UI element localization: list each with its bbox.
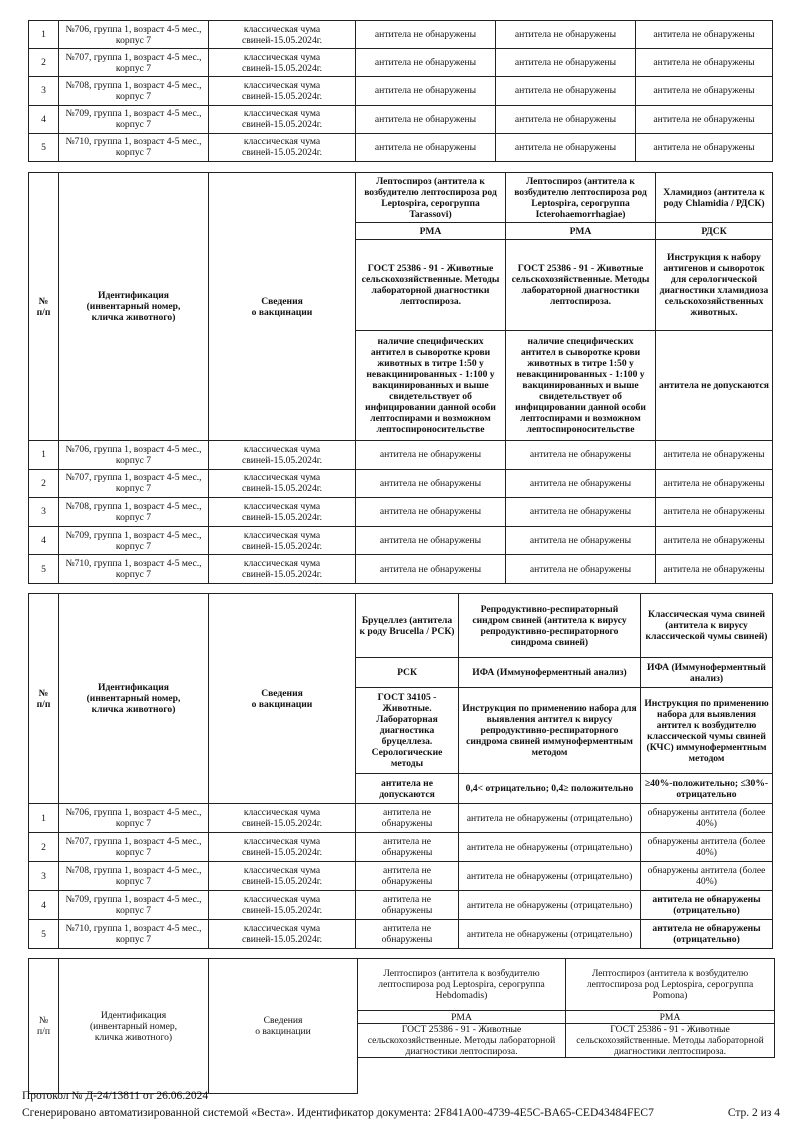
test-result: антитела не обнаружены xyxy=(496,21,636,49)
header-row xyxy=(29,594,773,658)
test-result: антитела не обнаружены xyxy=(356,498,506,527)
test-standard: ГОСТ 25386 - 91 - Животные сельскохозяйственные. Методы лабораторной диагностики лептоспироза. xyxy=(358,1024,566,1058)
table-row xyxy=(29,77,773,105)
row-number: 5 xyxy=(29,133,59,161)
test-standard: ГОСТ 25386 - 91 - Животные сельскохозяйственные. Методы лабораторной диагностики лептоспироза. xyxy=(506,240,656,331)
test-method: ИФА (Иммуноферментный анализ) xyxy=(641,658,773,688)
test-result: антитела не обнаружены (отрицательно) xyxy=(459,804,641,833)
vaccination-info: классическая чума свиней-15.05.2024г. xyxy=(209,441,356,470)
animal-identification: №706, группа 1, возраст 4-5 мес., корпус 7 xyxy=(59,441,209,470)
protocol-number: Протокол № Д-24/13811 от 26.06.2024 xyxy=(22,1090,209,1102)
test-result: антитела не обнаружены xyxy=(356,469,506,498)
row-number: 1 xyxy=(29,804,59,833)
test-name: Хламидиоз (антитела к роду Chlamidia / РДСК) xyxy=(656,173,773,223)
vaccination-info: классическая чума свиней-15.05.2024г. xyxy=(209,555,356,584)
column-header-vaccination: Сведения о вакцинации xyxy=(209,173,356,441)
test-result: антитела не обнаружены xyxy=(636,49,773,77)
test-result: антитела не обнаружены xyxy=(356,133,496,161)
test-method: ИФА (Иммуноферментный анализ) xyxy=(459,658,641,688)
row-number: 1 xyxy=(29,441,59,470)
column-header-vaccination: Сведения о вакцинации xyxy=(209,594,356,804)
animal-identification: №708, группа 1, возраст 4-5 мес., корпус 7 xyxy=(59,498,209,527)
test-norm: антитела не допускаются xyxy=(356,774,459,804)
row-number: 4 xyxy=(29,105,59,133)
animal-identification: №706, группа 1, возраст 4-5 мес., корпус 7 xyxy=(59,804,209,833)
row-number: 4 xyxy=(29,891,59,920)
vaccination-info: классическая чума свиней-15.05.2024г. xyxy=(209,105,356,133)
test-result: антитела не обнаружены (отрицательно) xyxy=(641,891,773,920)
page-number: Стр. 2 из 4 xyxy=(727,1107,780,1119)
generated-by-note: Сгенерировано автоматизированной системой «Веста». Идентификатор документа: 2F841A00-4739-4E5C-BA65-CED43484FEC7 xyxy=(22,1107,654,1119)
test-result: антитела не обнаружены xyxy=(356,862,459,891)
animal-identification: №707, группа 1, возраст 4-5 мес., корпус 7 xyxy=(59,469,209,498)
table-row xyxy=(29,862,773,891)
test-method: РДСК xyxy=(656,223,773,240)
test-result: антитела не обнаружены (отрицательно) xyxy=(459,891,641,920)
test-norm: 0,4< отрицательно; 0,4≥ положительно xyxy=(459,774,641,804)
table-row xyxy=(29,49,773,77)
test-result: обнаружены антитела (более 40%) xyxy=(641,862,773,891)
column-header-identification: Идентификация (инвентарный номер, кличка животного) xyxy=(59,959,209,1094)
test-name: Лептоспироз (антитела к возбудителю лептоспироза род Leptospira, серогруппа Hebdomadis) xyxy=(358,959,566,1011)
test-result: антитела не обнаружены xyxy=(356,105,496,133)
vaccination-info: классическая чума свиней-15.05.2024г. xyxy=(209,133,356,161)
results-table-1 xyxy=(28,20,773,162)
row-number: 3 xyxy=(29,862,59,891)
table-row xyxy=(29,441,773,470)
column-header-vaccination: Сведения о вакцинации xyxy=(209,959,358,1094)
column-header-identification: Идентификация (инвентарный номер, кличка животного) xyxy=(59,173,209,441)
vaccination-info: классическая чума свиней-15.05.2024г. xyxy=(209,833,356,862)
animal-identification: №708, группа 1, возраст 4-5 мес., корпус 7 xyxy=(59,862,209,891)
test-result: антитела не обнаружены xyxy=(506,441,656,470)
test-standard: Инструкция к набору антигенов и сывороток для серологической диагностики хламидиоза сельскохозяйственных животных. xyxy=(656,240,773,331)
vaccination-info: классическая чума свиней-15.05.2024г. xyxy=(209,526,356,555)
test-standard: ГОСТ 25386 - 91 - Животные сельскохозяйственные. Методы лабораторной диагностики лептоспироза. xyxy=(356,240,506,331)
test-result: антитела не обнаружены xyxy=(356,77,496,105)
results-table-3 xyxy=(28,593,773,949)
test-norm: ≥40%-положительно; ≤30%-отрицательно xyxy=(641,774,773,804)
test-standard: Инструкция по применению набора для выявления антител к вирусу репродуктивно-респираторного синдрома свиней иммуноферментным методом xyxy=(459,688,641,774)
test-method: РМА xyxy=(506,223,656,240)
test-result: антитела не обнаружены xyxy=(656,555,773,584)
row-number: 5 xyxy=(29,555,59,584)
test-result: антитела не обнаружены xyxy=(356,833,459,862)
test-result: антитела не обнаружены xyxy=(506,498,656,527)
vaccination-info: классическая чума свиней-15.05.2024г. xyxy=(209,49,356,77)
animal-identification: №709, группа 1, возраст 4-5 мес., корпус 7 xyxy=(59,105,209,133)
test-result: антитела не обнаружены xyxy=(506,526,656,555)
table-row xyxy=(29,920,773,949)
row-number: 2 xyxy=(29,833,59,862)
vaccination-info: классическая чума свиней-15.05.2024г. xyxy=(209,920,356,949)
vaccination-info: классическая чума свиней-15.05.2024г. xyxy=(209,21,356,49)
test-result: антитела не обнаружены xyxy=(496,77,636,105)
column-header-number: № п/п xyxy=(29,173,59,441)
column-header-number: № п/п xyxy=(29,959,59,1094)
vaccination-info: классическая чума свиней-15.05.2024г. xyxy=(209,891,356,920)
header-row xyxy=(29,959,775,1011)
test-name: Лептоспироз (антитела к возбудителю лептоспироза род Leptospira, серогруппа Pomona) xyxy=(566,959,775,1011)
table-row xyxy=(29,526,773,555)
test-name: Классическая чума свиней (антитела к вирусу классической чумы свиней) xyxy=(641,594,773,658)
table-row xyxy=(29,833,773,862)
table-row xyxy=(29,133,773,161)
test-result: антитела не обнаружены (отрицательно) xyxy=(459,920,641,949)
animal-identification: №709, группа 1, возраст 4-5 мес., корпус 7 xyxy=(59,891,209,920)
empty-cell xyxy=(358,1058,566,1094)
test-result: антитела не обнаружены xyxy=(356,891,459,920)
test-result: антитела не обнаружены xyxy=(356,555,506,584)
animal-identification: №707, группа 1, возраст 4-5 мес., корпус 7 xyxy=(59,49,209,77)
animal-identification: №708, группа 1, возраст 4-5 мес., корпус 7 xyxy=(59,77,209,105)
results-table-2 xyxy=(28,172,773,584)
test-result: обнаружены антитела (более 40%) xyxy=(641,833,773,862)
row-number: 5 xyxy=(29,920,59,949)
test-result: антитела не обнаружены xyxy=(656,498,773,527)
test-result: антитела не обнаружены xyxy=(506,469,656,498)
test-name: Репродуктивно-респираторный синдром свиней (антитела к вирусу репродуктивно-респираторного синдрома свиней) xyxy=(459,594,641,658)
test-result: антитела не обнаружены xyxy=(356,441,506,470)
table-row xyxy=(29,891,773,920)
row-number: 3 xyxy=(29,498,59,527)
animal-identification: №709, группа 1, возраст 4-5 мес., корпус 7 xyxy=(59,526,209,555)
test-result: антитела не обнаружены (отрицательно) xyxy=(641,920,773,949)
test-result: антитела не обнаружены xyxy=(496,133,636,161)
animal-identification: №710, группа 1, возраст 4-5 мес., корпус 7 xyxy=(59,920,209,949)
test-norm: наличие специфических антител в сыворотке крови животных в титре 1:50 у невакцинированных - 1:100 у вакцинированных и выше свидетельствует об инфицировании данной особи лептоспирами и возможном лептоспироносительстве xyxy=(506,331,656,441)
test-result: антитела не обнаружены xyxy=(496,105,636,133)
test-method: РСК xyxy=(356,658,459,688)
table-row xyxy=(29,105,773,133)
test-result: антитела не обнаружены xyxy=(356,49,496,77)
row-number: 1 xyxy=(29,21,59,49)
test-result: антитела не обнаружены xyxy=(636,21,773,49)
column-header-number: № п/п xyxy=(29,594,59,804)
test-name: Лептоспироз (антитела к возбудителю лептоспироза род Leptospira, серогруппа Icterohaemorrhagiae) xyxy=(506,173,656,223)
animal-identification: №707, группа 1, возраст 4-5 мес., корпус 7 xyxy=(59,833,209,862)
table-row xyxy=(29,804,773,833)
vaccination-info: классическая чума свиней-15.05.2024г. xyxy=(209,862,356,891)
test-result: антитела не обнаружены xyxy=(656,469,773,498)
test-standard: ГОСТ 25386 - 91 - Животные сельскохозяйственные. Методы лабораторной диагностики лептоспироза. xyxy=(566,1024,775,1058)
table-row xyxy=(29,21,773,49)
test-result: обнаружены антитела (более 40%) xyxy=(641,804,773,833)
test-norm: антитела не допускаются xyxy=(656,331,773,441)
row-number: 2 xyxy=(29,49,59,77)
test-result: антитела не обнаружены xyxy=(656,526,773,555)
test-result: антитела не обнаружены xyxy=(356,920,459,949)
animal-identification: №710, группа 1, возраст 4-5 мес., корпус 7 xyxy=(59,133,209,161)
header-row xyxy=(29,173,773,223)
animal-identification: №706, группа 1, возраст 4-5 мес., корпус 7 xyxy=(59,21,209,49)
test-standard: ГОСТ 34105 - Животные. Лабораторная диагностика бруцеллеза. Серологические методы xyxy=(356,688,459,774)
test-result: антитела не обнаружены xyxy=(496,49,636,77)
test-result: антитела не обнаружены (отрицательно) xyxy=(459,862,641,891)
test-result: антитела не обнаружены xyxy=(636,77,773,105)
vaccination-info: классическая чума свиней-15.05.2024г. xyxy=(209,469,356,498)
test-result: антитела не обнаружены (отрицательно) xyxy=(459,833,641,862)
test-name: Лептоспироз (антитела к возбудителю лептоспироза род Leptospira, серогруппа Tarassovi) xyxy=(356,173,506,223)
test-method: РМА xyxy=(356,223,506,240)
test-name: Бруцеллез (антитела к роду Brucella / РСК) xyxy=(356,594,459,658)
test-norm: наличие специфических антител в сыворотке крови животных в титре 1:50 у невакцинированных - 1:100 у вакцинированных и выше свидетельствует об инфицировании данной особи лептоспирами и возможном лептоспироносительстве xyxy=(356,331,506,441)
test-result: антитела не обнаружены xyxy=(356,526,506,555)
test-method: РМА xyxy=(358,1011,566,1024)
test-result: антитела не обнаружены xyxy=(636,133,773,161)
table-row xyxy=(29,555,773,584)
vaccination-info: классическая чума свиней-15.05.2024г. xyxy=(209,804,356,833)
results-table-4 xyxy=(28,958,775,1094)
test-standard: Инструкция по применению набора для выявления антител к возбудителю классической чумы свиней (КЧС) иммуноферментным методом xyxy=(641,688,773,774)
table-row xyxy=(29,469,773,498)
row-number: 4 xyxy=(29,526,59,555)
test-result: антитела не обнаружены xyxy=(636,105,773,133)
row-number: 2 xyxy=(29,469,59,498)
test-result: антитела не обнаружены xyxy=(656,441,773,470)
test-result: антитела не обнаружены xyxy=(356,804,459,833)
animal-identification: №710, группа 1, возраст 4-5 мес., корпус 7 xyxy=(59,555,209,584)
test-result: антитела не обнаружены xyxy=(506,555,656,584)
row-number: 3 xyxy=(29,77,59,105)
vaccination-info: классическая чума свиней-15.05.2024г. xyxy=(209,498,356,527)
test-method: РМА xyxy=(566,1011,775,1024)
empty-cell xyxy=(566,1058,775,1094)
table-row xyxy=(29,498,773,527)
column-header-identification: Идентификация (инвентарный номер, кличка животного) xyxy=(59,594,209,804)
test-result: антитела не обнаружены xyxy=(356,21,496,49)
vaccination-info: классическая чума свиней-15.05.2024г. xyxy=(209,77,356,105)
